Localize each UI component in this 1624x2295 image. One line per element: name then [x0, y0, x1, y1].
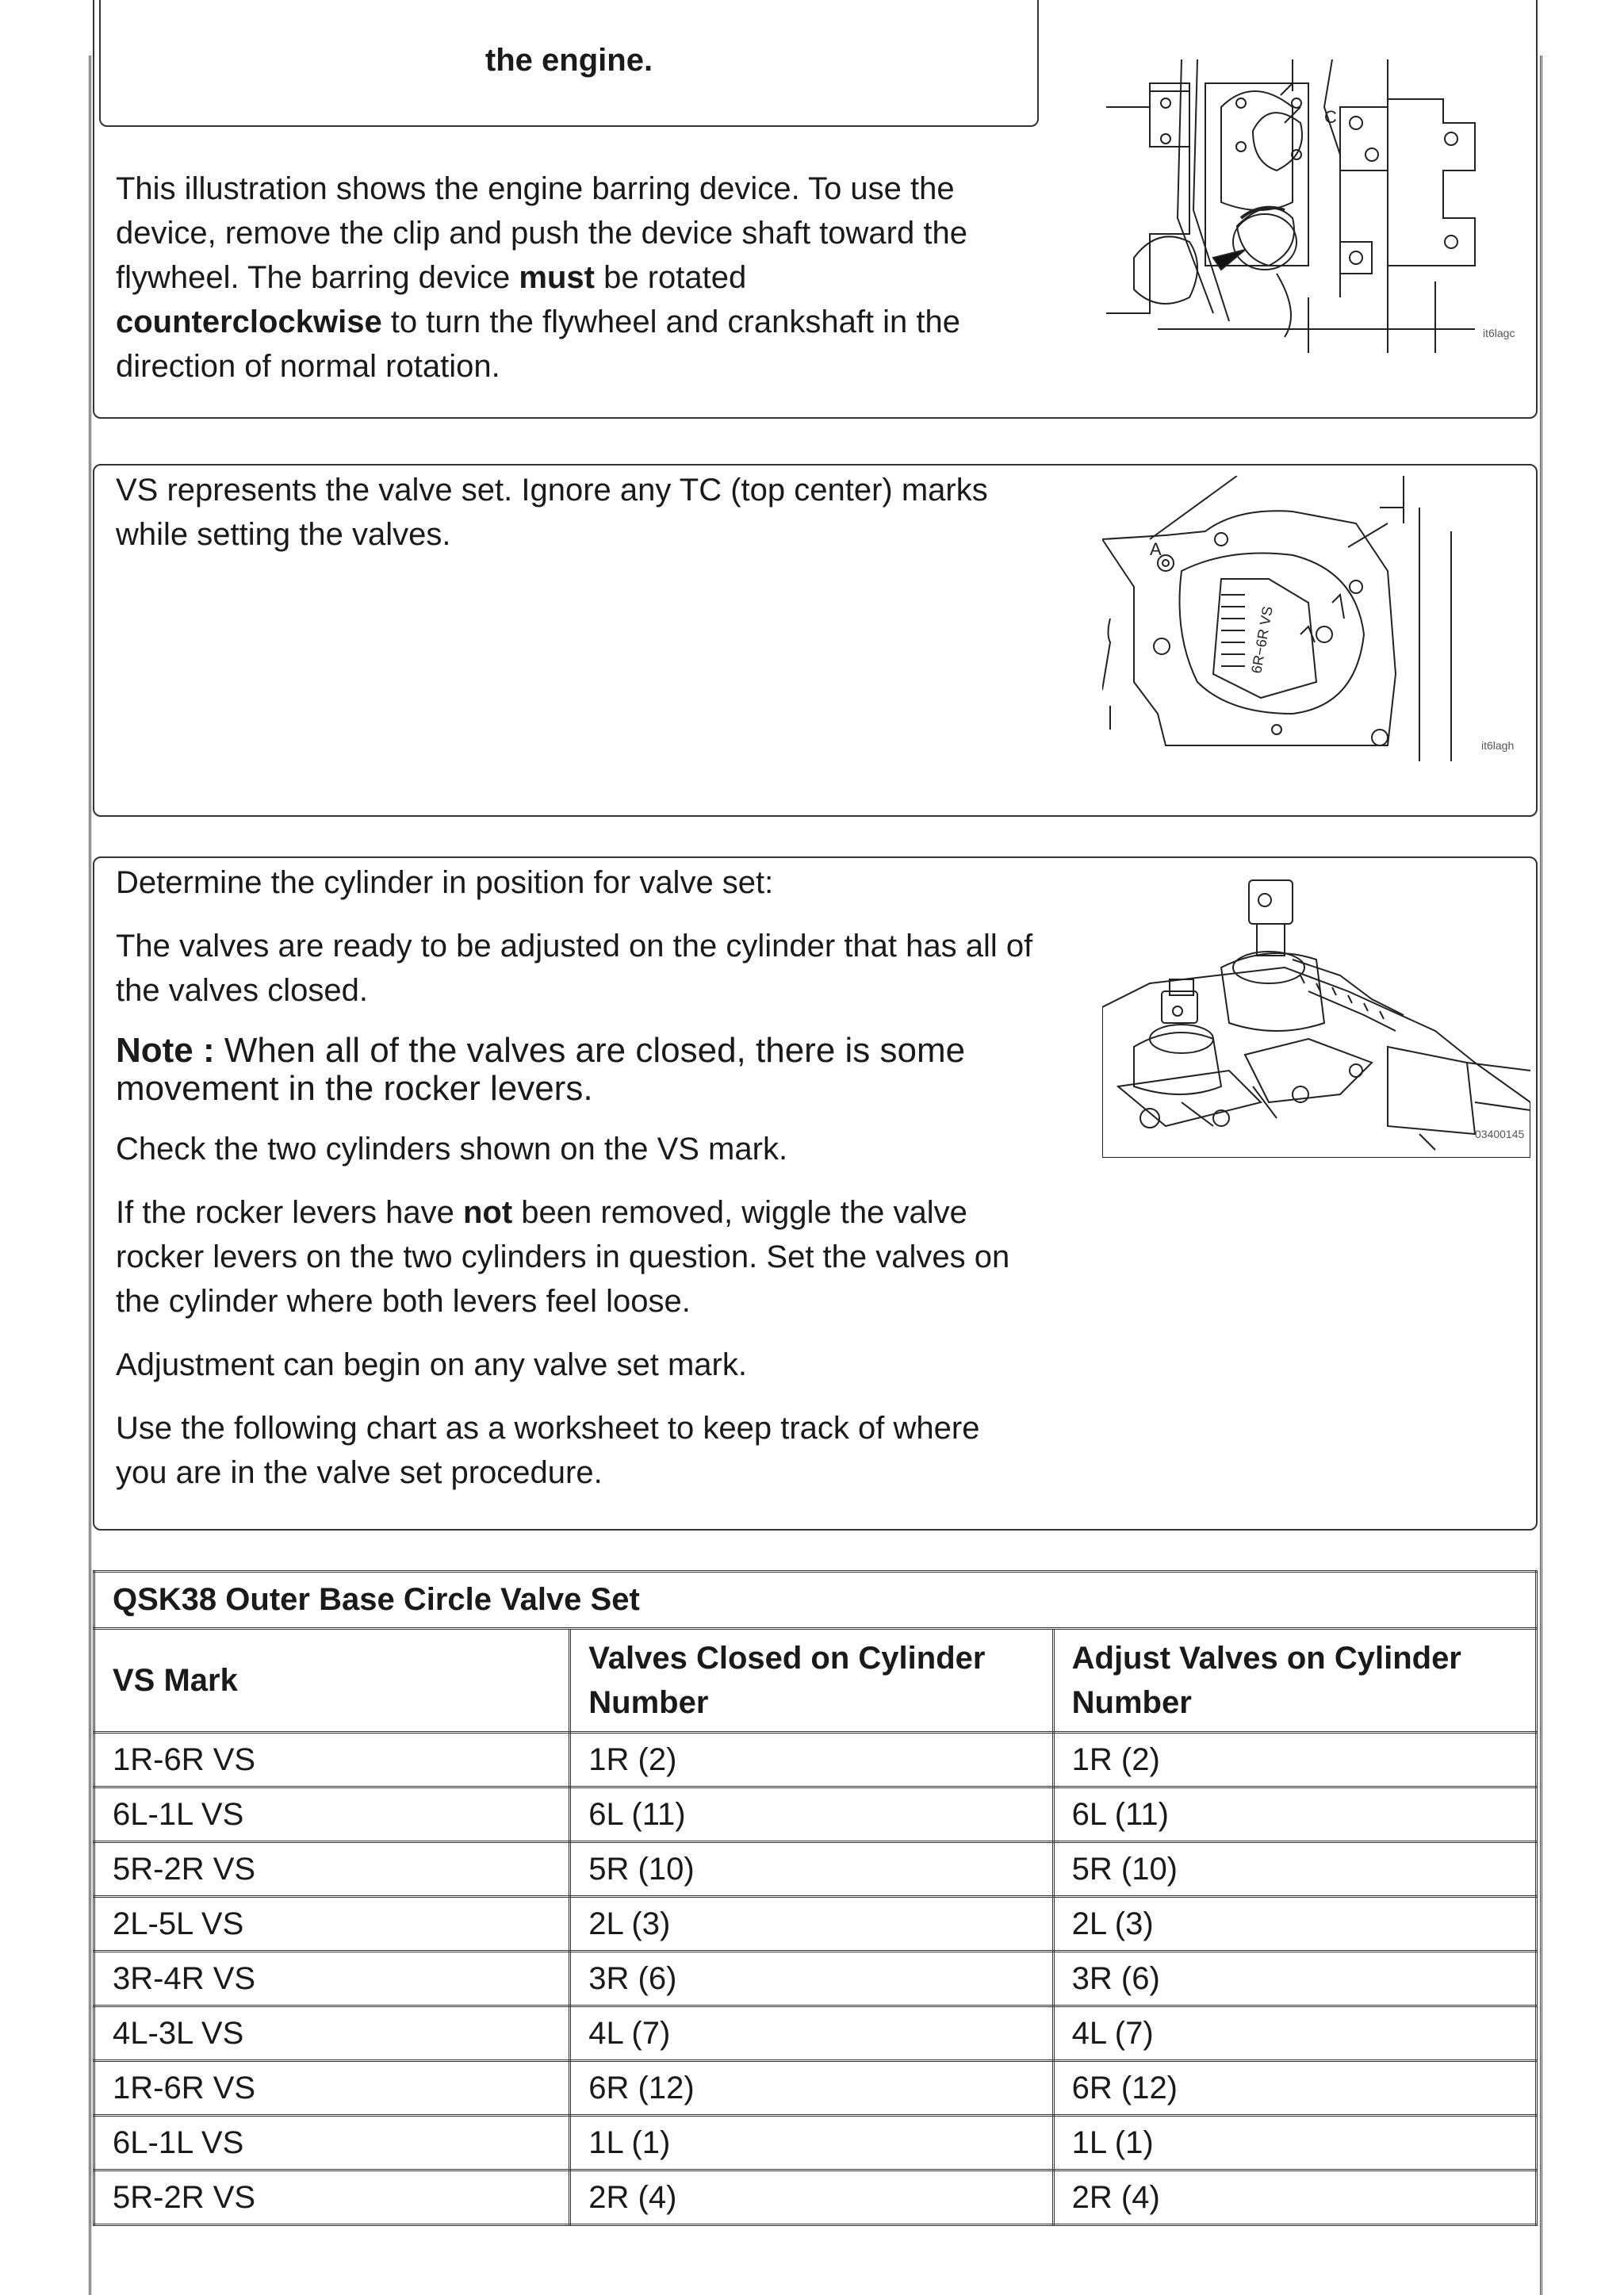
table-row: [94, 1897, 1537, 1952]
cell-adjust: 2L (3): [1053, 1897, 1536, 1952]
cell-valves-closed: 1R (2): [570, 1733, 1053, 1787]
barring-heading-box: [99, 0, 1039, 127]
header-adjust-valves: Adjust Valves on Cylinder Number: [1053, 1629, 1536, 1733]
cell-valves-closed: 4L (7): [570, 2006, 1053, 2061]
vs-mark-illustration: [1102, 476, 1530, 761]
cell-adjust: 1R (2): [1053, 1733, 1536, 1787]
determine-p4: If the rocker levers have not been removed, wiggle the valve rocker levers on the two cylinders in question. Set the valves on the cylinder where both levers feel loose.: [116, 1195, 1010, 1319]
rocker-figure-label: 03400145: [1475, 1128, 1525, 1140]
table-row: [94, 1952, 1537, 2006]
rocker-lever-illustration: [1102, 864, 1530, 1158]
cell-valves-closed: 6L (11): [570, 1787, 1053, 1842]
page-left-rule: [89, 56, 91, 2295]
table-row: [94, 2116, 1537, 2170]
determine-p1: Determine the cylinder in position for valve set:: [116, 865, 774, 900]
header-vs-mark: VS Mark: [94, 1629, 570, 1733]
determine-p2: The valves are ready to be adjusted on the cylinder that has all of the valves closed.: [116, 929, 1033, 1008]
table-row: [94, 1787, 1537, 1842]
cell-vs-mark: 1R-6R VS: [94, 1733, 570, 1787]
determine-note: Note : When all of the valves are closed, there is some movement in the rocker levers.: [116, 1031, 966, 1108]
table-header-row: [94, 1629, 1537, 1733]
table-row: [94, 2006, 1537, 2061]
table-row: [94, 1733, 1537, 1787]
cell-adjust: 2R (4): [1053, 2170, 1536, 2225]
table-row: [94, 1842, 1537, 1897]
barring-figure-label: it6lagc: [1483, 327, 1515, 339]
table-title: QSK38 Outer Base Circle Valve Set: [94, 1572, 1537, 1629]
determine-p5: Adjustment can begin on any valve set mark.: [116, 1347, 747, 1382]
determine-text: [116, 860, 1036, 1519]
cell-adjust: 4L (7): [1053, 2006, 1536, 2061]
barring-heading: the engine.: [485, 43, 653, 78]
header-valves-closed: Valves Closed on Cylinder Number: [570, 1629, 1053, 1733]
cell-valves-closed: 1L (1): [570, 2116, 1053, 2170]
determine-p6: Use the following chart as a worksheet to keep track of where you are in the valve set procedure.: [116, 1411, 980, 1490]
cell-adjust: 1L (1): [1053, 2116, 1536, 2170]
cell-adjust: 6L (11): [1053, 1787, 1536, 1842]
cell-vs-mark: 6L-1L VS: [94, 2116, 570, 2170]
barring-device-illustration: [1102, 59, 1530, 353]
cell-adjust: 3R (6): [1053, 1952, 1536, 2006]
cell-vs-mark: 3R-4R VS: [94, 1952, 570, 2006]
cell-valves-closed: 5R (10): [570, 1842, 1053, 1897]
page-right-rule: [1540, 56, 1542, 2295]
callout-a: A: [1150, 539, 1162, 559]
vs-mark-drawing: [1102, 476, 1530, 761]
cell-valves-closed: 3R (6): [570, 1952, 1053, 2006]
cell-vs-mark: 1R-6R VS: [94, 2061, 570, 2116]
table-row: [94, 2170, 1537, 2225]
vs-figure-label: it6lagh: [1481, 739, 1515, 752]
cell-vs-mark: 6L-1L VS: [94, 1787, 570, 1842]
rocker-lever-drawing: [1102, 864, 1530, 1158]
cell-vs-mark: 5R-2R VS: [94, 2170, 570, 2225]
valve-set-table: [93, 1570, 1538, 2226]
determine-p3: Check the two cylinders shown on the VS mark.: [116, 1132, 788, 1167]
callout-c: C: [1324, 107, 1337, 127]
cell-adjust: 6R (12): [1053, 2061, 1536, 2116]
cell-vs-mark: 4L-3L VS: [94, 2006, 570, 2061]
cell-valves-closed: 2R (4): [570, 2170, 1053, 2225]
table-row: [94, 2061, 1537, 2116]
cell-valves-closed: 6R (12): [570, 2061, 1053, 2116]
cell-vs-mark: 2L-5L VS: [94, 1897, 570, 1952]
cell-valves-closed: 2L (3): [570, 1897, 1053, 1952]
table-title-row: [94, 1572, 1537, 1629]
barring-text: This illustration shows the engine barring device. To use the device, remove the clip and push the device shaft toward the flywheel. The barring device must be rotated counterclockwise to turn the flywheel and crankshaft in the direction of normal rotation.: [116, 171, 967, 384]
cell-vs-mark: 5R-2R VS: [94, 1842, 570, 1897]
cell-adjust: 5R (10): [1053, 1842, 1536, 1897]
vs-mark-text: 6R−6R VS: [1248, 604, 1276, 675]
barring-device-drawing: [1102, 59, 1530, 353]
vs-text: VS represents the valve set. Ignore any TC (top center) marks while setting the valves.: [116, 473, 988, 552]
